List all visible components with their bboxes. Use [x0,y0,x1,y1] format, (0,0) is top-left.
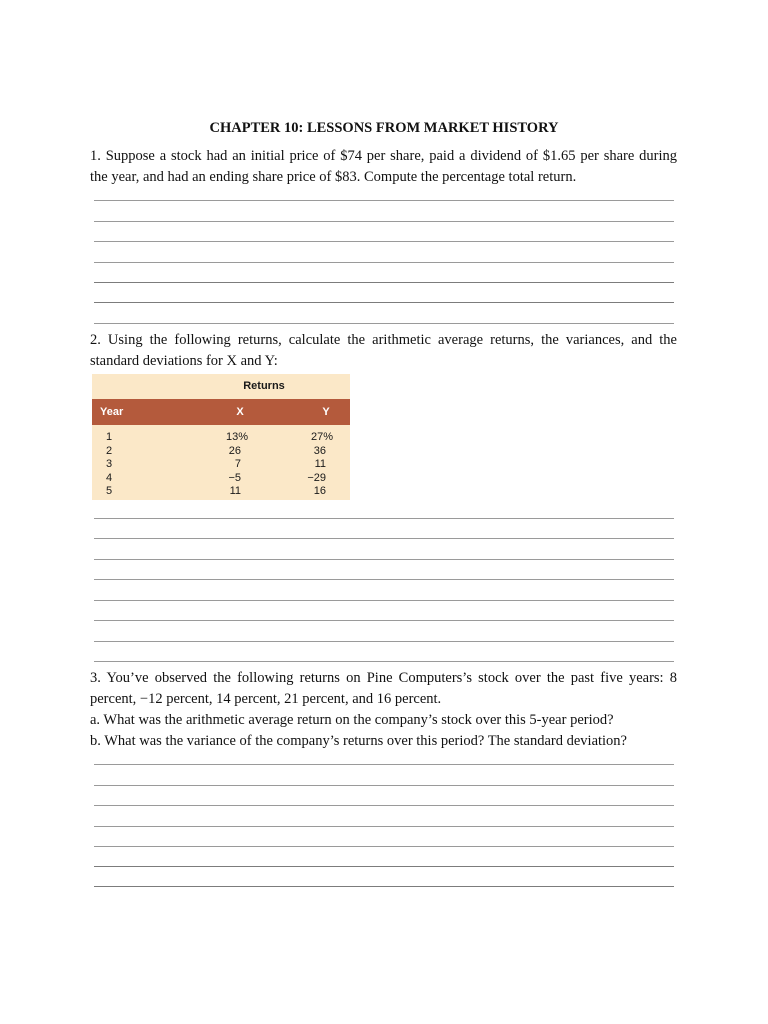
answer-line [94,805,674,806]
cell-year: 4 [106,471,113,484]
question-3 [90,668,677,752]
answer-line [94,200,674,201]
cell-y: 11 [314,458,326,470]
cell-year: 5 [106,485,113,497]
answer-line [94,846,674,847]
header-x: X [236,406,244,418]
answer-line [94,785,674,786]
cell-x: 26 [228,444,241,457]
cell-x: 7 [234,458,241,470]
answer-line [94,538,674,539]
question-1 [90,146,677,188]
answer-line [94,559,674,560]
cell-year: 1 [106,431,113,443]
question-3a: a. What was the arithmetic average return on the company’s stock over this 5-year period? [90,712,614,728]
table-row [92,485,350,499]
question-2-line-2: standard deviations for X and Y: [90,353,278,369]
table-row [92,445,350,459]
cell-year: 2 [106,444,113,457]
answer-line [94,323,674,324]
table-row [92,431,350,445]
table-row [92,458,350,472]
cell-x: 11 [229,485,241,497]
question-1-line-2: the year, and had an ending share price of $83. Compute the percentage total return. [90,169,577,185]
cell-year: 3 [106,458,113,470]
cell-y: 16 [313,485,326,497]
answer-line [94,600,674,601]
table-row [92,472,350,486]
answer-line [94,620,674,621]
answer-line [94,764,674,765]
cell-y: −29 [307,471,326,484]
question-2 [90,330,677,372]
header-y: Y [322,406,330,418]
answer-line [94,826,674,827]
returns-table [92,374,350,500]
answer-line [94,866,674,867]
header-year: Year [100,406,124,418]
question-3-line-2: percent, −12 percent, 14 percent, 21 percent, and 16 percent. [90,691,442,707]
question-3-line-1: 3. You’ve observed the following returns on Pine Computers’s stock over the past five years: 8 [90,670,677,686]
answer-line [94,579,674,580]
cell-y: 36 [313,444,326,457]
cell-y: 27% [310,431,333,443]
cell-x: 13% [225,431,248,443]
answer-line [94,302,674,303]
returns-table-title: Returns [243,380,285,392]
returns-table-header [92,399,350,425]
answer-line [94,282,674,283]
answer-line [94,518,674,519]
answer-line [94,262,674,263]
answer-line [94,661,674,662]
cell-x: −5 [228,471,241,484]
answer-line [94,221,674,222]
question-1-line-1: 1. Suppose a stock had an initial price of $74 per share, paid a dividend of $1.65 per share during [90,148,677,164]
chapter-title: CHAPTER 10: LESSONS FROM MARKET HISTORY [209,120,559,136]
question-2-line-1: 2. Using the following returns, calculate the arithmetic average returns, the variances, and the [90,332,677,348]
returns-table-body [92,431,350,499]
answer-line [94,886,674,887]
question-3b: b. What was the variance of the company’s returns over this period? The standard deviation? [90,733,627,749]
answer-line [94,241,674,242]
answer-line [94,641,674,642]
